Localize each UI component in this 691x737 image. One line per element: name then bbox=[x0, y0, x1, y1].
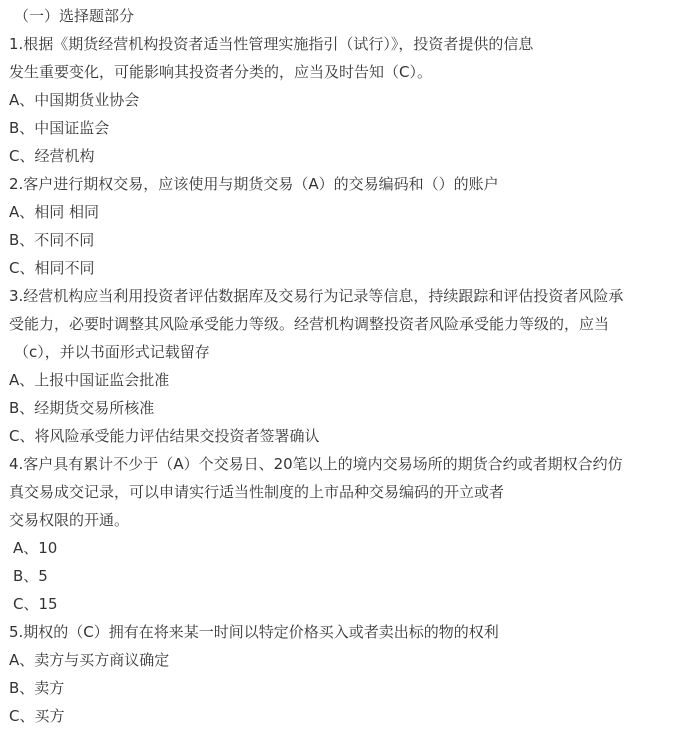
question-1-option-a: A、中国期货业协会 bbox=[9, 91, 140, 109]
question-1-stem-line-2: 发生重要变化，可能影响其投资者分类的，应当及时告知（C）。 bbox=[9, 63, 432, 81]
question-3-option-a: A、上报中国证监会批准 bbox=[9, 371, 170, 389]
question-2-option-b: B、不同不同 bbox=[9, 231, 95, 249]
question-4-stem-line-3: 交易权限的开通。 bbox=[9, 511, 130, 529]
question-3-stem-line-1: 3.经营机构应当利用投资者评估数据库及交易行为记录等信息，持续跟踪和评估投资者风险承 bbox=[9, 287, 624, 305]
question-3-stem-line-2: 受能力，必要时调整其风险承受能力等级。经营机构调整投资者风险承受能力等级的，应当 bbox=[9, 315, 610, 333]
question-3-option-b: B、经期货交易所核准 bbox=[9, 399, 155, 417]
question-4-stem-line-1: 4.客户具有累计不少于（A）个交易日、20笔以上的境内交易场所的期货合约或者期权合约仿 bbox=[9, 455, 623, 473]
question-5-option-c: C、买方 bbox=[9, 707, 65, 725]
question-1-option-b: B、中国证监会 bbox=[9, 119, 110, 137]
question-4-option-c: C、15 bbox=[13, 595, 58, 613]
question-4-option-b: B、5 bbox=[13, 567, 48, 585]
question-5-stem-line-1: 5.期权的（C）拥有在将来某一时间以特定价格买入或者卖出标的物的权利 bbox=[9, 623, 499, 641]
section-title: （一）选择题部分 bbox=[14, 7, 135, 25]
question-2-stem-line-1: 2.客户进行期权交易，应该使用与期货交易（A）的交易编码和（）的账户 bbox=[9, 175, 499, 193]
question-3-option-c: C、将风险承受能力评估结果交投资者签署确认 bbox=[9, 427, 320, 445]
question-4-option-a: A、10 bbox=[13, 539, 58, 557]
question-5-option-a: A、卖方与买方商议确定 bbox=[9, 651, 170, 669]
question-1-stem-line-1: 1.根据《期货经营机构投资者适当性管理实施指引（试行）》，投资者提供的信息 bbox=[9, 35, 534, 53]
question-5-option-b: B、卖方 bbox=[9, 679, 65, 697]
question-2-option-c: C、相同不同 bbox=[9, 259, 95, 277]
question-4-stem-line-2: 真交易成交记录，可以申请实行适当性制度的上市品种交易编码的开立或者 bbox=[9, 483, 505, 501]
question-2-option-a: A、相同 相同 bbox=[9, 203, 100, 221]
question-1-option-c: C、经营机构 bbox=[9, 147, 95, 165]
question-3-stem-line-3: （c），并以书面形式记载留存 bbox=[14, 343, 210, 361]
